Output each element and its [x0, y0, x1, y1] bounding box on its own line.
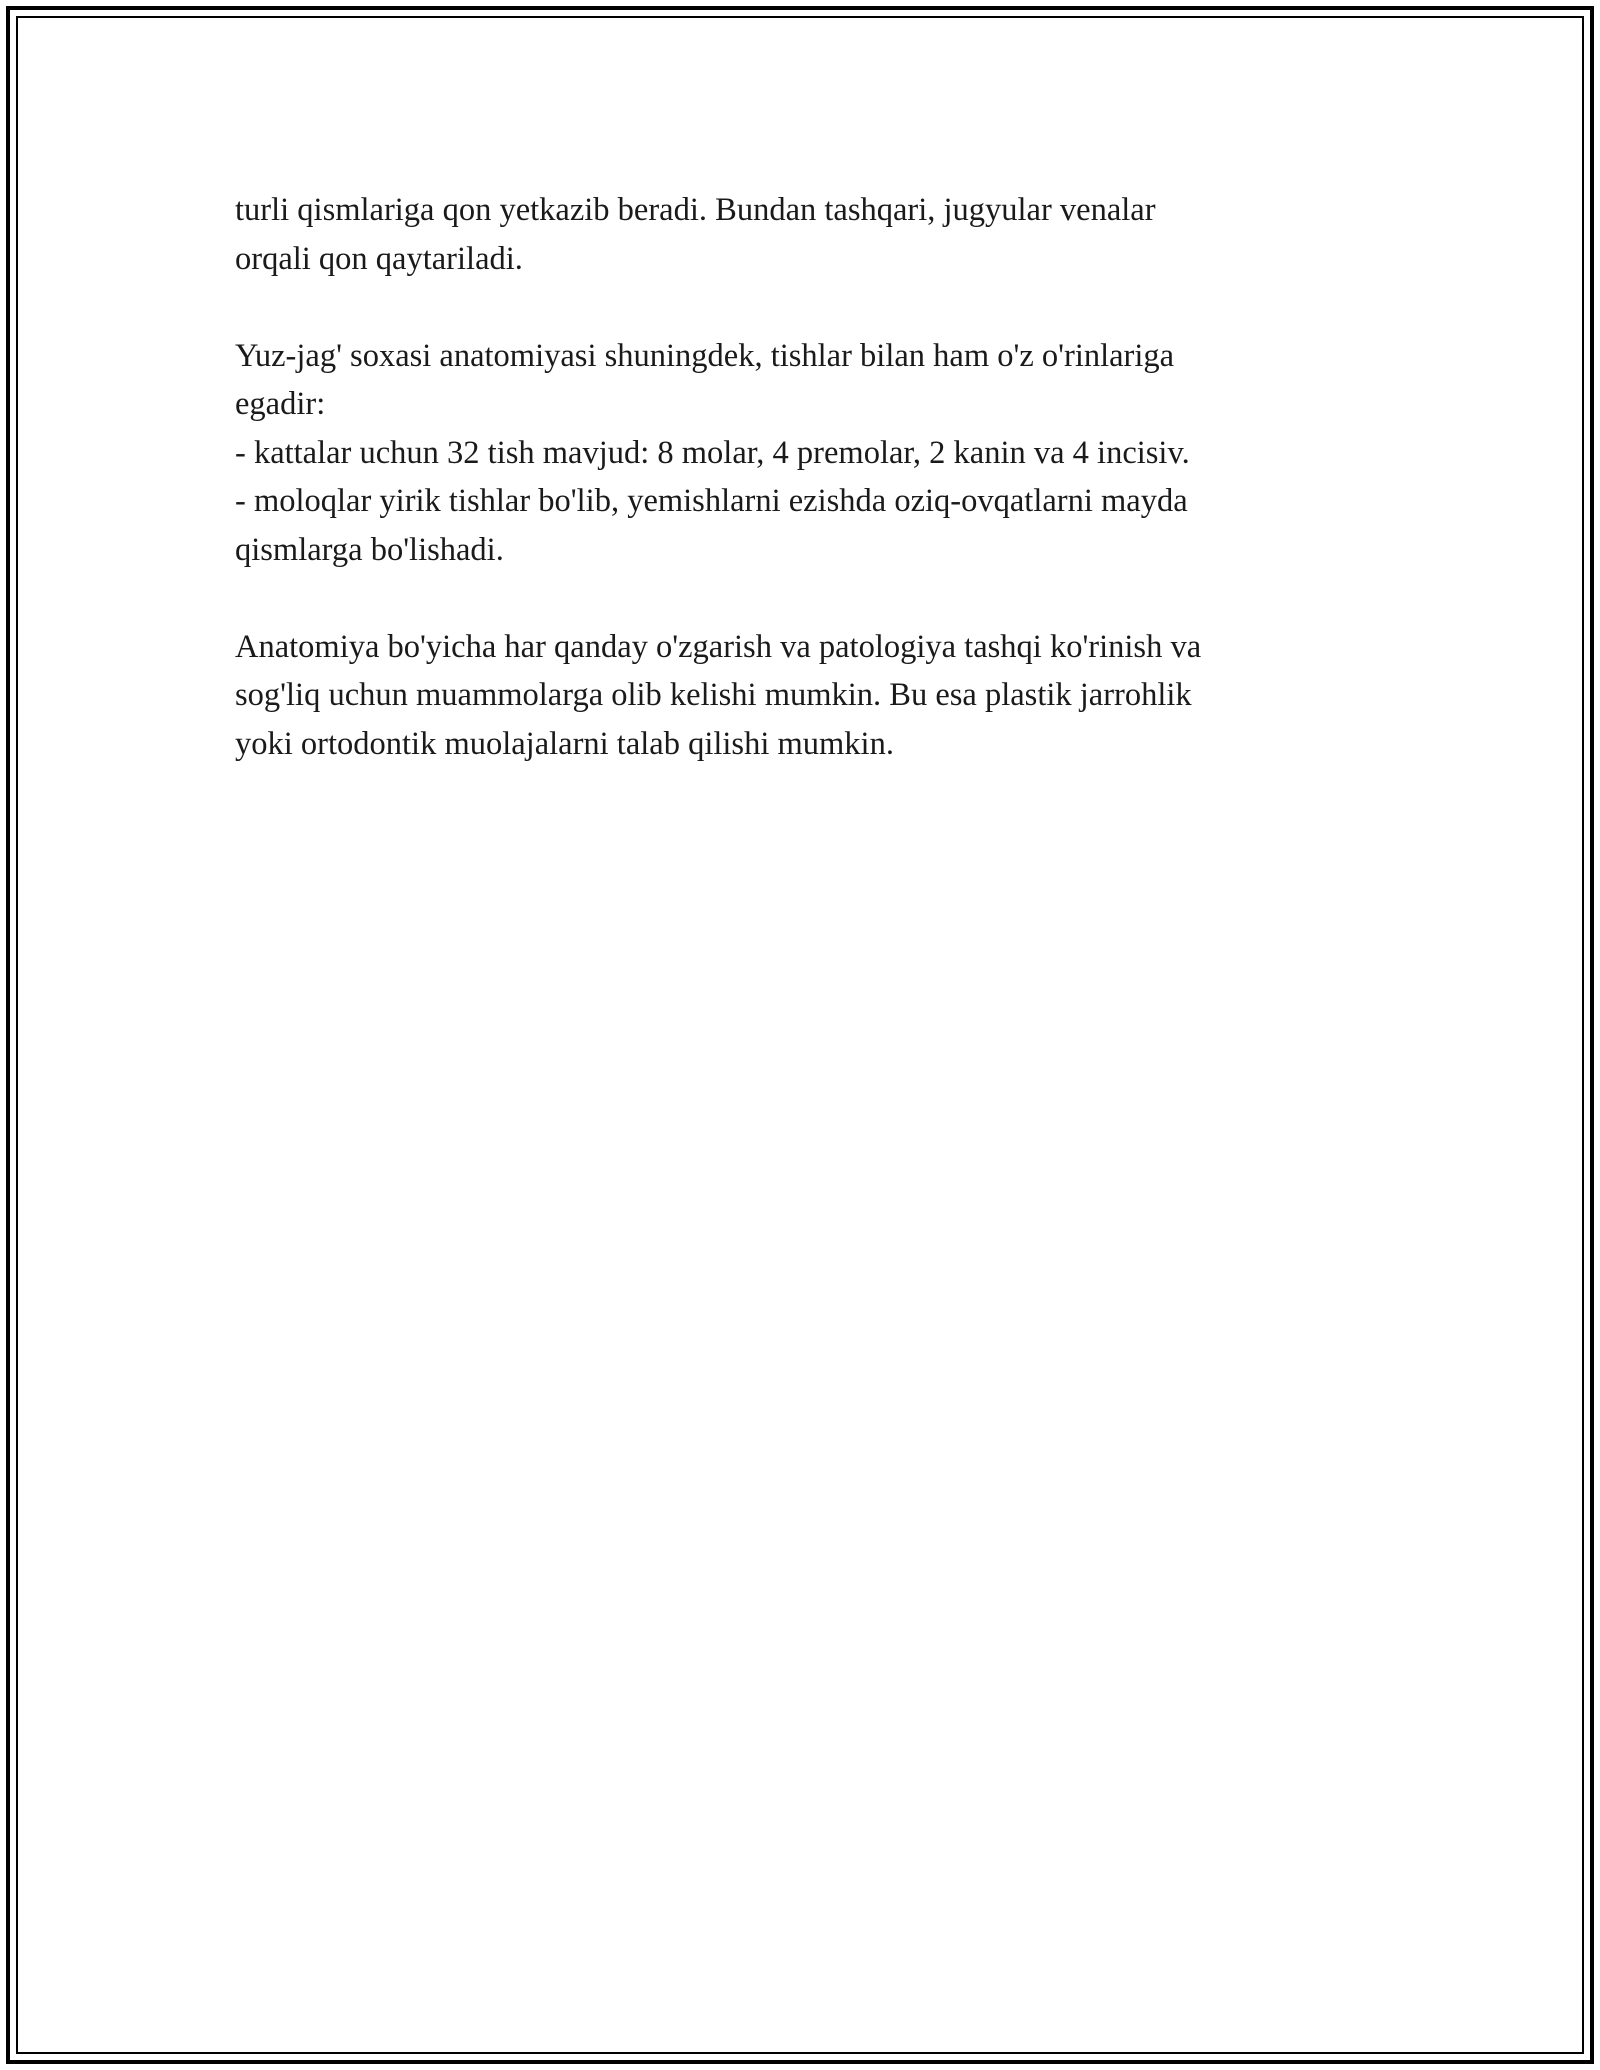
- text-line: qismlarga bo'lishadi.: [235, 531, 504, 568]
- paragraph-blood-supply: [235, 186, 1365, 283]
- text-line: yoki ortodontik muolajalarni talab qilishi mumkin.: [235, 725, 894, 762]
- list-item-molars: - moloqlar yirik tishlar bo'lib, yemishlarni ezishda oziq-ovqatlarni mayda: [235, 483, 1188, 519]
- text-line: orqali qon qaytariladi.: [235, 240, 523, 277]
- text-line: sog'liq uchun muammolarga olib kelishi mumkin. Bu esa plastik jarrohlik: [235, 677, 1192, 713]
- text-line: egadir:: [235, 386, 326, 422]
- list-item-adults: - kattalar uchun 32 tish mavjud: 8 molar, 4 premolar, 2 kanin va 4 incisiv.: [235, 434, 1190, 471]
- paragraph-pathology: [235, 623, 1365, 769]
- paragraph-teeth: [235, 332, 1365, 575]
- text-line: turli qismlariga qon yetkazib beradi. Bundan tashqari, jugyular venalar: [235, 192, 1156, 228]
- page-body: [235, 186, 1365, 768]
- text-line: Anatomiya bo'yicha har qanday o'zgarish va patologiya tashqi ko'rinish va: [235, 628, 1202, 665]
- text-line: Yuz-jag' soxasi anatomiyasi shuningdek, tishlar bilan ham o'z o'rinlariga: [235, 337, 1175, 374]
